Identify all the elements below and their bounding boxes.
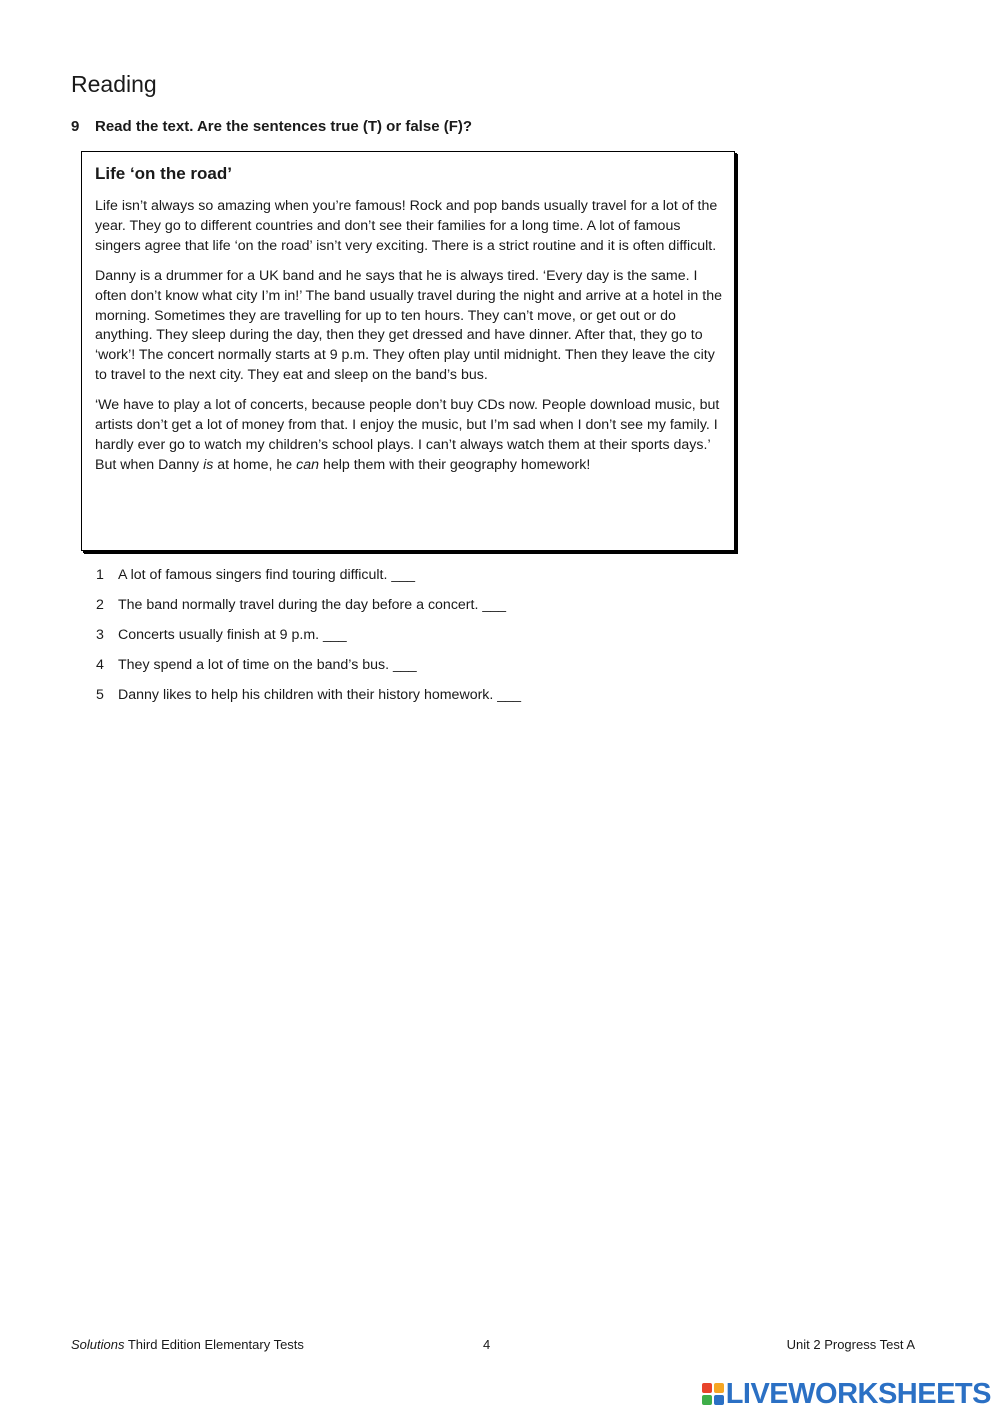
question-number: 2 xyxy=(96,597,104,613)
question-text: The band normally travel during the day before a concert. ___ xyxy=(118,597,507,613)
question-number: 5 xyxy=(96,687,104,703)
question-item xyxy=(96,626,736,656)
logo-square-green xyxy=(702,1395,712,1405)
question-text: A lot of famous singers find touring difficult. ___ xyxy=(118,567,416,583)
article-paragraph-3 xyxy=(95,396,724,476)
logo-square-red xyxy=(702,1383,712,1393)
article-paragraph-2: Danny is a drummer for a UK band and he says that he is always tired. ‘Every day is the same. I often don’t know what city I’m in!’ The band usually travel during the night and arrive at a hotel in the morning. Sometimes they are travelling for up to ten hours. They can’t move, or get out or do anything. They sleep during the day, then they get dressed and have dinner. After that, they go to ‘work’! The concert normally starts at 9 p.m. They often play until midnight. Then they leave the city to travel to the next city. They eat and sleep on the band’s bus. xyxy=(95,267,722,384)
article-emphasis-is: is xyxy=(203,456,214,473)
footer-book-name: Solutions xyxy=(71,1337,125,1352)
question-text: Concerts usually finish at 9 p.m. ___ xyxy=(118,627,347,643)
article-paragraph-3-part-3: help them with their geography homework! xyxy=(319,456,591,473)
footer-book-edition: Third Edition Elementary Tests xyxy=(124,1337,304,1352)
article-paragraph-1: Life isn’t always so amazing when you’re famous! Rock and pop bands usually travel for a lot of the year. They go to different countries and don’t see their families for a long time. A lot of famous singers agree that life ‘on the road’ isn’t very exciting. There is a strict routine and it is often difficult. xyxy=(95,198,718,254)
question-item xyxy=(96,566,736,596)
article-title: Life ‘on the road’ xyxy=(95,164,232,183)
question-text: Danny likes to help his children with their history homework. ___ xyxy=(118,687,521,703)
question-number: 1 xyxy=(96,567,104,583)
logo-mark-icon xyxy=(702,1383,724,1405)
logo-square-orange xyxy=(714,1383,724,1393)
question-number: 4 xyxy=(96,657,104,673)
question-text: They spend a lot of time on the band’s bus. ___ xyxy=(118,657,417,673)
task-number: 9 xyxy=(71,118,80,135)
logo-text: LIVEWORKSHEETS xyxy=(725,1377,991,1410)
section-title: Reading xyxy=(71,71,157,97)
task-instruction xyxy=(71,118,472,135)
footer-page-number: 4 xyxy=(483,1337,491,1352)
task-instruction-text: Read the text. Are the sentences true (T) or false (F)? xyxy=(95,118,473,135)
article-emphasis-can: can xyxy=(296,456,319,473)
footer-book-title xyxy=(71,1337,304,1352)
reading-text-box xyxy=(81,151,735,551)
article-paragraph-3-part-1: ‘We have to play a lot of concerts, because people don’t buy CDs now. People download music, but artists don’t get a lot of money from that. I enjoy the music, but I’m sad when I don’t see my family. I hardly ever go to watch my children’s school plays. I can’t always watch them at their sports days.’ But when Danny xyxy=(95,397,720,473)
question-number: 3 xyxy=(96,627,104,643)
question-item xyxy=(96,686,736,716)
article-paragraph-3-part-2: at home, he xyxy=(213,456,297,473)
question-item xyxy=(96,596,736,626)
liveworksheets-logo[interactable] xyxy=(702,1378,991,1410)
footer-unit-label: Unit 2 Progress Test A xyxy=(786,1337,915,1352)
question-list xyxy=(96,566,736,716)
question-item xyxy=(96,656,736,686)
logo-square-blue xyxy=(714,1395,724,1405)
